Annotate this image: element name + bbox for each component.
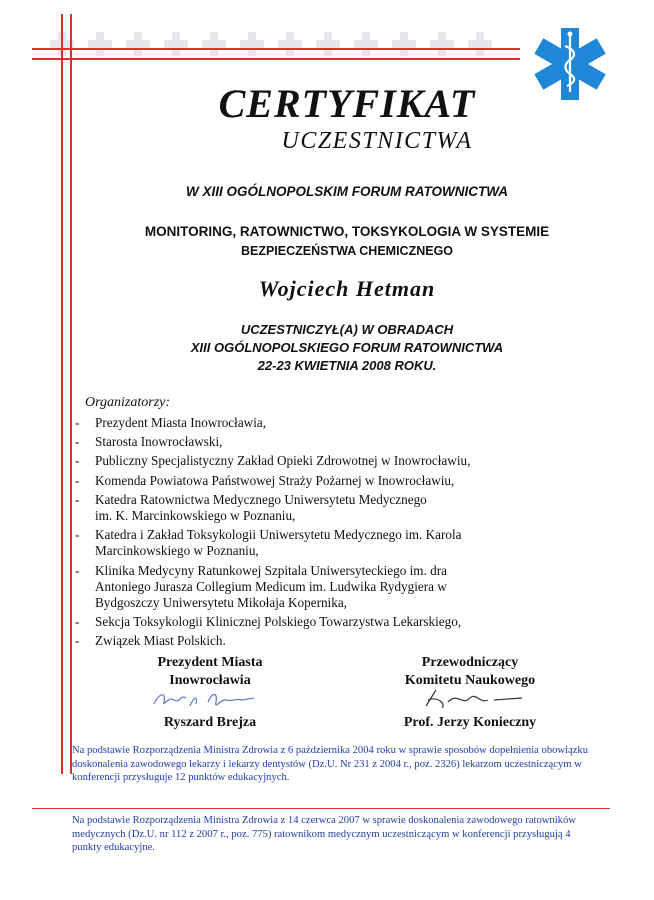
organizers-list xyxy=(75,415,615,653)
dash-marker: - xyxy=(75,472,80,488)
signatory-right-role-1: Przewodniczący xyxy=(421,655,519,670)
dash-marker: - xyxy=(75,491,80,507)
list-item: - Sekcja Toksykologii Klinicznej Polskiego Towarzystwa Lekarskiego, xyxy=(75,614,462,630)
list-item: - Katedra i Zakład Toksykologii Uniwersytetu Medycznego im. Karola Marcinkowskiego w Poznaniu, xyxy=(75,527,462,559)
cme-points-notice-paramedics: Na podstawie Rozporządzenia Ministra Zdrowia z 14 czerwca 2007 w sprawie doskonalenia zawodowego ratowników medycznych (Dz.U. nr 112 z 2007 r., poz. 775) ratownikom medycznym uczestniczącym w konferencji przysługują 4 punkty edukacyjne. xyxy=(72,815,576,853)
signatory-left xyxy=(120,654,300,690)
statement-line-3: 22-23 KWIETNIA 2008 ROKU. xyxy=(257,358,437,373)
cme-points-notice-physicians: Na podstawie Rozporządzenia Ministra Zdrowia z 6 października 2004 roku w sprawie sposobów dopełnienia obowiązku doskonalenia zawodowego lekarzy i lekarzy dentystów (Dz.U. Nr 231 z 2004 r., poz. 2326) lekarzom uczestniczącym w konferencji przysługuje 12 punktów edukacyjnych. xyxy=(72,745,589,783)
signatory-left-name: Ryszard Brejza xyxy=(163,715,257,730)
statement-line-2: XIII OGÓLNOPOLSKIEGO FORUM RATOWNICTWA xyxy=(190,340,504,355)
list-item: - Prezydent Miasta Inowrocławia, xyxy=(75,415,267,430)
theme-line-2: BEZPIECZEŃSTWA CHEMICZNEGO xyxy=(240,244,454,258)
list-item: - Publiczny Specjalistyczny Zakład Opieki Zdrowotnej w Inowrocławiu, xyxy=(75,453,471,469)
signatory-left-role-2: Inowrocławia xyxy=(169,673,251,688)
signatory-right-role-2: Komitetu Naukowego xyxy=(404,673,536,688)
dash-marker: - xyxy=(75,562,80,578)
frame-line-bottom xyxy=(32,808,610,809)
list-item: - Katedra Ratownictwa Medycznego Uniwersytetu Medycznego im. K. Marcinkowskiego w Poznaniu, xyxy=(75,491,427,524)
list-item: - Związek Miast Polskich. xyxy=(75,633,226,649)
dash-marker: - xyxy=(75,614,80,630)
dash-marker: - xyxy=(75,453,80,469)
frame-line-top-2 xyxy=(32,58,520,60)
signatory-right xyxy=(370,654,570,690)
list-item: - Starosta Inowrocławski, xyxy=(75,434,223,450)
participant-name: Wojciech Hetman xyxy=(258,276,436,301)
dash-marker: - xyxy=(75,415,80,430)
certificate-title: CERTYFIKAT xyxy=(218,81,476,126)
list-item: - Klinika Medycyny Ratunkowej Szpitala Uniwersyteckiego im. dra Antoniego Jurasza Collegium Medicum im. Ludwika Rydygiera w Bydgoszczy Uniwersytetu Mikołaja Kopernika, xyxy=(75,562,447,611)
certificate-subtitle: UCZESTNICTWA xyxy=(281,128,473,154)
signatory-left-role-1: Prezydent Miasta xyxy=(157,655,263,670)
statement-line-1: UCZESTNICZYŁ(A) W OBRADACH xyxy=(240,322,454,337)
dash-marker: - xyxy=(75,633,80,649)
dash-marker: - xyxy=(75,434,80,450)
signature-left-image xyxy=(150,688,260,712)
signature-right-image xyxy=(418,686,528,712)
dash-marker: - xyxy=(75,527,80,543)
theme-line-1: MONITORING, RATOWNICTWO, TOKSYKOLOGIA W SYSTEMIE xyxy=(144,224,550,239)
event-line: W XIII OGÓLNOPOLSKIM FORUM RATOWNICTWA xyxy=(186,184,508,199)
organizers-heading: Organizatorzy: xyxy=(85,395,171,410)
list-item: - Komenda Powiatowa Państwowej Straży Pożarnej w Inowrocławiu, xyxy=(75,472,455,488)
signatory-right-name: Prof. Jerzy Konieczny xyxy=(403,715,537,730)
frame-line-top-1 xyxy=(32,48,520,50)
